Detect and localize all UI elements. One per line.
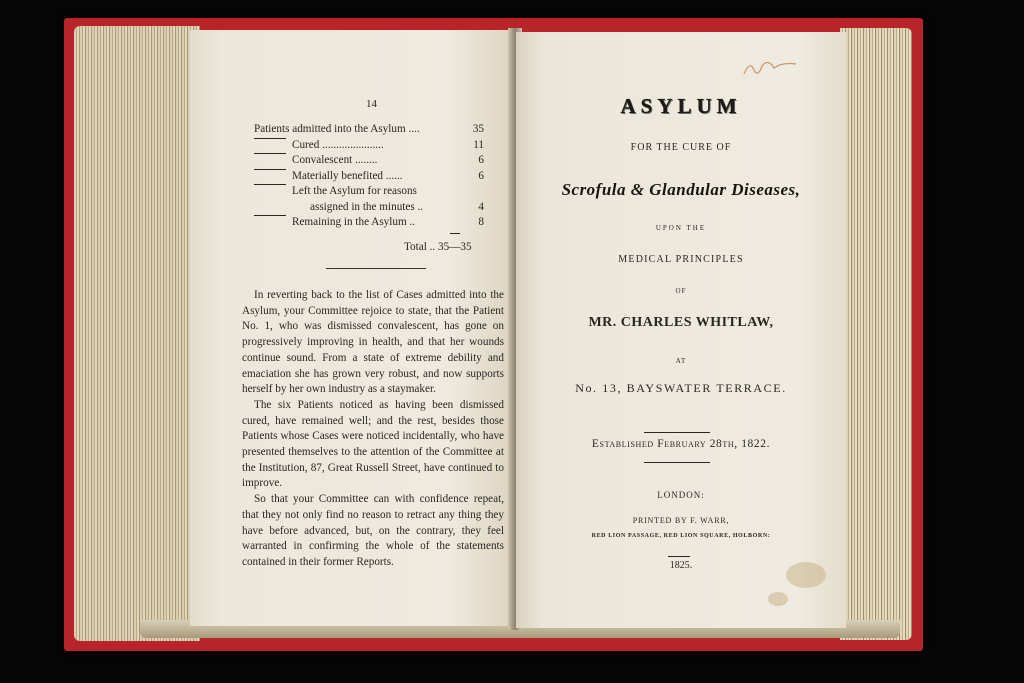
stat-dash — [254, 153, 286, 169]
imprint-city: LONDON: — [657, 490, 705, 500]
stat-label: assigned in the minutes .. — [310, 200, 424, 213]
imprint-year: 1825. — [669, 560, 693, 571]
stat-value: 8 — [478, 216, 484, 228]
stat-value: 11 — [473, 138, 484, 151]
paragraph: In reverting back to the list of Cases admitted into the Asylum, your Committee rejoice to state, that the Patient No. 1, who was dismissed convalescent, has gone on progressively improving in health, and that her wounds continue sound. From a state of extreme debility and emaciation she has grown very robust, and now supports herself by her own industry as a staymaker. — [242, 289, 504, 396]
page-edges-left — [74, 26, 200, 641]
stat-label: Convalescent ........ — [292, 154, 378, 166]
stat-row — [254, 240, 484, 256]
subtitle-diseases: Scrofula & Glandular Diseases, — [561, 180, 801, 199]
stat-label: Left the Asylum for reasons — [292, 185, 417, 197]
body-text — [242, 288, 504, 571]
address: No. 13, BAYSWATER TERRACE. — [575, 381, 787, 395]
stat-dash — [254, 169, 286, 185]
stat-value: 4 — [478, 200, 484, 213]
page-number: 14 — [366, 98, 377, 110]
paragraph: The six Patients noticed as having been dismissed cured, have remained well; and the rest, besides those Patients whose Cases were noticed incidentally, who have presented themselves to the attention of the Committee at the Institution, 87, Great Russell Street, have continued to improve. — [242, 398, 504, 490]
paragraph: So that your Committee can with confidence repeat, that they not only find no reason to retract any thing they have before advanced, but, on the contrary, they feel warranted in confirming the whole of the statements contained in their former Reports. — [242, 493, 504, 568]
pencil-mark-icon — [740, 56, 800, 80]
stat-row — [254, 184, 484, 200]
stat-dash — [254, 138, 286, 154]
text-of: OF — [675, 287, 687, 295]
stat-label: Cured ...................... — [292, 138, 384, 151]
stat-row — [254, 215, 484, 231]
author-name: MR. CHARLES WHITLAW, — [588, 315, 774, 330]
stat-row — [254, 153, 484, 169]
foxing-stain — [786, 562, 826, 588]
title-page — [516, 32, 846, 628]
stat-value — [450, 184, 484, 200]
text-at: AT — [675, 357, 687, 365]
stat-value: 6 — [478, 169, 484, 182]
stat-label: Materially benefited ...... — [292, 169, 403, 182]
left-page — [190, 30, 512, 626]
year-rule — [668, 556, 690, 557]
section-divider — [326, 268, 426, 269]
title-asylum: ASYLUM — [620, 94, 742, 118]
stat-row — [254, 200, 484, 216]
stat-value — [472, 240, 484, 256]
imprint-address: RED LION PASSAGE, RED LION SQUARE, HOLBORN: — [591, 533, 771, 539]
foxing-stain — [768, 592, 788, 606]
statistics-table — [254, 122, 484, 255]
text-medical-principles: MEDICAL PRINCIPLES — [618, 254, 744, 265]
stat-label: Remaining in the Asylum .. — [292, 216, 416, 228]
stat-label: Patients admitted into the Asylum .... — [254, 123, 420, 135]
rule-bottom — [644, 462, 710, 463]
established-date: Established February 28th, 1822. — [591, 438, 771, 450]
stat-dash — [254, 215, 286, 231]
rule-top — [644, 432, 710, 433]
stat-value: 6 — [478, 154, 484, 166]
imprint-printer: PRINTED BY F. WARR, — [632, 516, 730, 525]
total-rule — [450, 233, 460, 240]
stat-row — [254, 138, 484, 154]
stat-label: Total .. 35—35 — [404, 240, 472, 253]
stat-value: 35 — [472, 123, 484, 135]
stat-row — [254, 169, 484, 185]
stat-row — [254, 122, 484, 138]
stat-dash — [254, 184, 286, 200]
page-edges-right — [840, 28, 912, 640]
text-upon-the: UPON THE — [655, 224, 707, 232]
subtitle-for-the-cure: FOR THE CURE OF — [630, 142, 732, 153]
